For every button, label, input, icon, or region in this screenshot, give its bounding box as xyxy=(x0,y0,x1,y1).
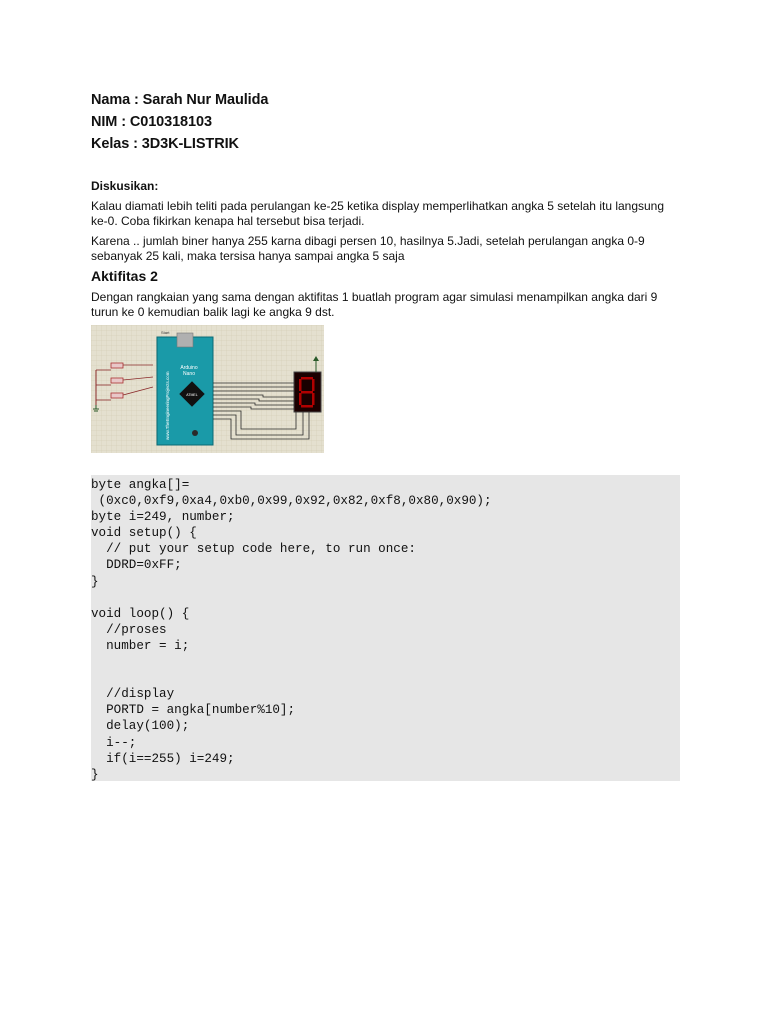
student-nim: NIM : C010318103 xyxy=(91,114,212,130)
discussion-question: Kalau diamati lebih teliti pada perulangan ke-25 ketika display memperlihatkan angka 5 setelah itu langsung ke-0. Coba fikirkan kenapa hal tersebut bisa terjadi. xyxy=(91,199,665,228)
discussion-answer: Karena .. jumlah biner hanya 255 karna dibagi persen 10, hasilnya 5.Jadi, setelah perulangan angka 0-9 sebanyak 25 kali, maka tersisa hanya sampai angka 5 saja xyxy=(91,234,645,263)
activity-description: Dengan rangkaian yang sama dengan aktifitas 1 buatlah program agar simulasi menampilkan angka dari 9 turun ke 0 kemudian balik lagi ke angka 9 dst. xyxy=(91,290,658,319)
student-class: Kelas : 3D3K-LISTRIK xyxy=(91,136,239,152)
arduino-code: byte angka[]= (0xc0,0xf9,0xa4,0xb0,0x99,0x92,0x82,0xf8,0x80,0x90); byte i=249, number; void setup() { // put your setup code here, to run once: DDRD=0xFF; } void loop() { //proses number = i; //display PORTD = angka[number%10]; delay(100); i--; if(i==255) i=249; } xyxy=(91,478,492,782)
activity-heading: Aktifitas 2 xyxy=(91,268,158,284)
code-block xyxy=(91,475,680,781)
svg-text:Nano: Nano xyxy=(183,371,195,377)
svg-text:www.TheEngineeringProjects.com: www.TheEngineeringProjects.com xyxy=(165,371,170,440)
student-name: Nama : Sarah Nur Maulida xyxy=(91,92,269,108)
circuit-schematic-image xyxy=(91,325,324,453)
arduino-nano-board xyxy=(157,330,213,445)
discussion-heading: Diskusikan: xyxy=(91,179,159,193)
svg-text:Arduino: Arduino xyxy=(180,365,198,371)
svg-text:Start: Start xyxy=(161,330,170,335)
svg-text:ATMEL: ATMEL xyxy=(186,393,198,397)
